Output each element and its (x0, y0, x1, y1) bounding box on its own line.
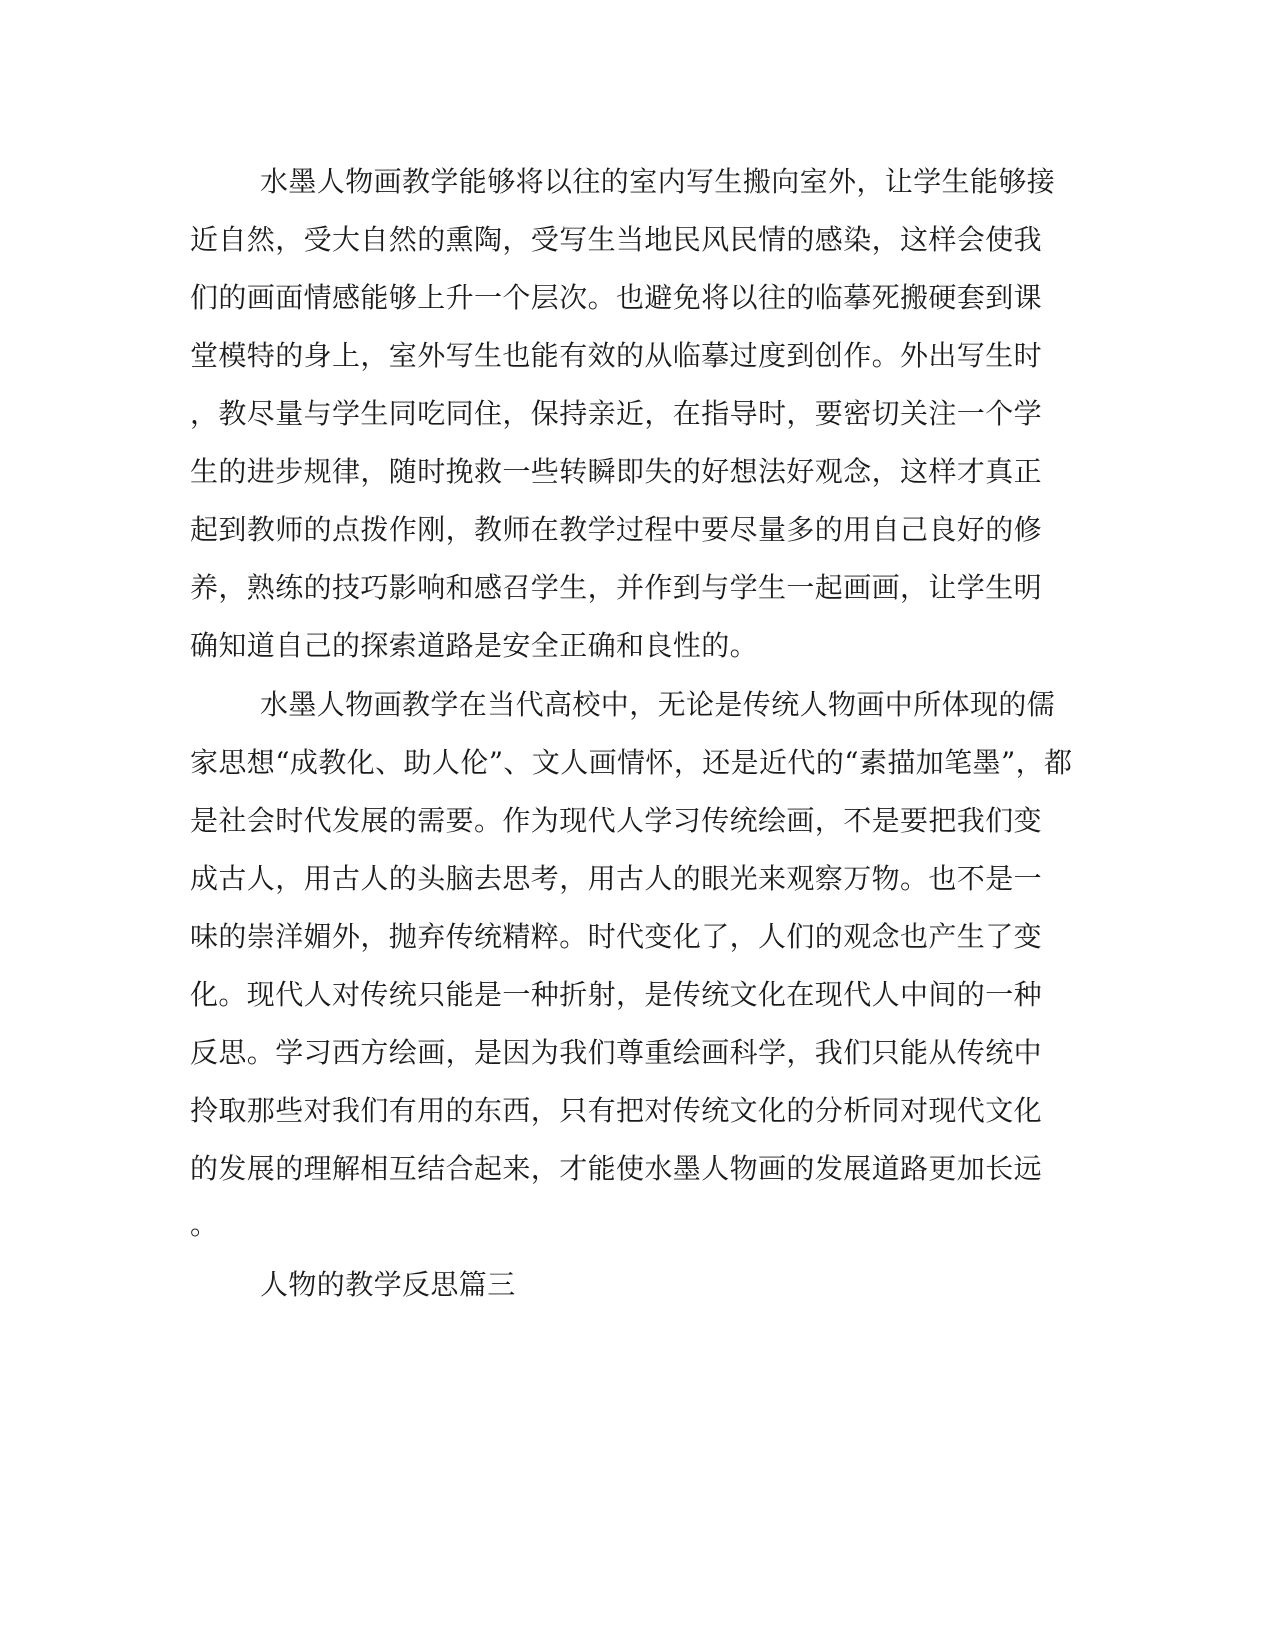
paragraph-2-line-5: 味的崇洋媚外，抛弃传统精粹。时代变化了，人们的观念也产生了变 (190, 920, 1043, 953)
paragraph-1-line-5: ，教尽量与学生同吃同住，保持亲近，在指导时，要密切关注一个学 (190, 397, 1043, 430)
paragraph-2-line-7: 反思。学习西方绘画，是因为我们尊重绘画科学，我们只能从传统中 (190, 1036, 1043, 1069)
paragraph-2-line-1: 水墨人物画教学在当代高校中，无论是传统人物画中所体现的儒 (260, 688, 1056, 721)
paragraph-1-line-1: 水墨人物画教学能够将以往的室内写生搬向室外，让学生能够接 (260, 165, 1056, 198)
paragraph-1-line-7: 起到教师的点拨作刚，教师在教学过程中要尽量多的用自己良好的修 (190, 513, 1043, 546)
paragraph-2-line-3: 是社会时代发展的需要。作为现代人学习传统绘画，不是要把我们变 (190, 804, 1043, 837)
paragraph-1-line-6: 生的进步规律，随时挽救一些转瞬即失的好想法好观念，这样才真正 (190, 455, 1043, 488)
paragraph-2-line-4: 成古人，用古人的头脑去思考，用古人的眼光来观察万物。也不是一 (190, 862, 1043, 895)
paragraph-2-line-6: 化。现代人对传统只能是一种折射，是传统文化在现代人中间的一种 (190, 978, 1043, 1011)
paragraph-1-line-3: 们的画面情感能够上升一个层次。也避免将以往的临摹死搬硬套到课 (190, 281, 1043, 314)
paragraph-1-line-9: 确知道自己的探索道路是安全正确和良性的。 (190, 629, 759, 662)
paragraph-2-line-9: 的发展的理解相互结合起来，才能使水墨人物画的发展道路更加长远 (190, 1152, 1043, 1185)
paragraph-1-line-2: 近自然，受大自然的熏陶，受写生当地民风民情的感染，这样会使我 (190, 223, 1043, 256)
section-heading: 人物的教学反思篇三 (260, 1268, 516, 1301)
paragraph-2-line-10: 。 (190, 1208, 219, 1241)
paragraph-2-line-2: 家思想“成教化、助人伦”、文人画情怀，还是近代的“素描加笔墨”，都 (190, 746, 1073, 779)
paragraph-1-line-8: 养，熟练的技巧影响和感召学生，并作到与学生一起画画，让学生明 (190, 571, 1043, 604)
paragraph-1-line-4: 堂模特的身上，室外写生也能有效的从临摹过度到创作。外出写生时 (190, 339, 1043, 372)
paragraph-2-line-8: 拎取那些对我们有用的东西，只有把对传统文化的分析同对现代文化 (190, 1094, 1043, 1127)
